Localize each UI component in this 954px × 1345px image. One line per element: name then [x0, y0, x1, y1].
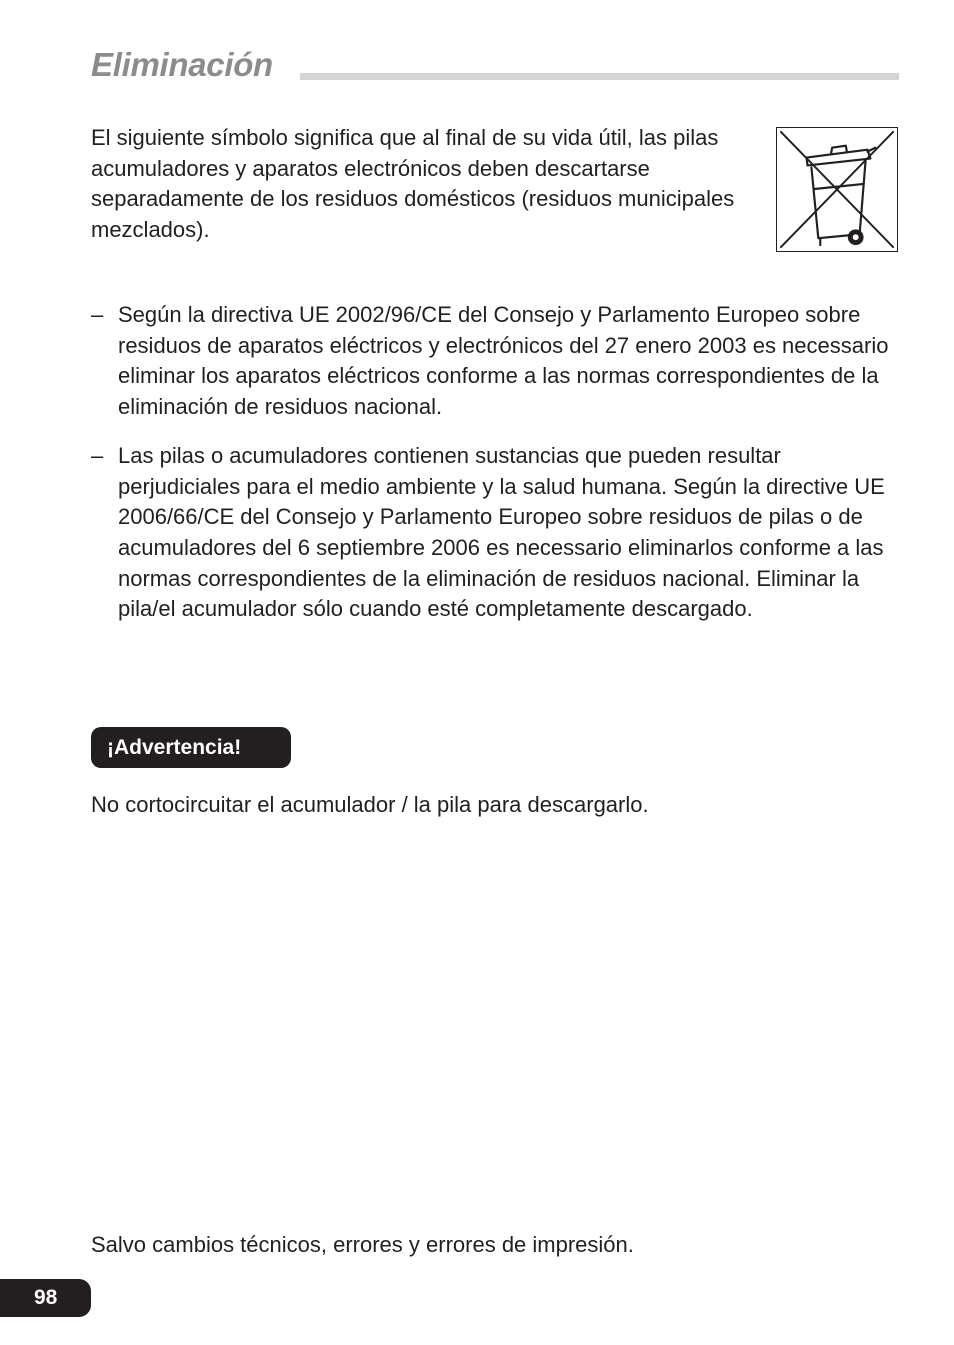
warning-text: No cortocircuitar el acumulador / la pila para descargarlo. [91, 792, 649, 817]
title-rule [300, 73, 899, 80]
list-item-text: Las pilas o acumuladores contienen sustancias que pueden resultar perjudiciales para el medio ambiente y la salud humana. Según la directive UE 2006/66/CE del Consejo y Parlamento Europeo sobre residuos de pilas o de acumuladores del 6 septiembre 2006 es necessario eliminarlos conforme a las normas correspondientes de la eliminación de residuos nacional. Eliminar la pila/el acumulador sólo cuando esté completamente descargado. [118, 442, 885, 622]
list-item [91, 300, 903, 423]
list-item [91, 441, 903, 625]
warning-badge: ¡Advertencia! [91, 727, 291, 768]
footer-note: Salvo cambios técnicos, errores y errores de impresión. [91, 1232, 634, 1257]
bin-symbol-graphic [777, 128, 897, 251]
page-number: 98 [0, 1279, 91, 1317]
bullet-dash: – [91, 442, 104, 468]
crossed-out-wheelie-bin-icon [776, 127, 898, 252]
list-item-text: Según la directiva UE 2002/96/CE del Consejo y Parlamento Europeo sobre residuos de aparatos eléctricos y electrónicos del 27 enero 2003 es necessario eliminar los aparatos eléctricos conforme a las normas correspondientes de la eliminación de residuos nacional. [118, 302, 889, 420]
page-title: Eliminación [91, 46, 273, 83]
intro-paragraph: El siguiente símbolo significa que al final de su vida útil, las pilas acumuladores y aparatos electrónicos deben descartarse separadamente de los residuos domésticos (residuos municipales mezclados). [91, 125, 735, 243]
disposal-directives-list [91, 300, 903, 643]
bullet-dash: – [91, 302, 104, 327]
